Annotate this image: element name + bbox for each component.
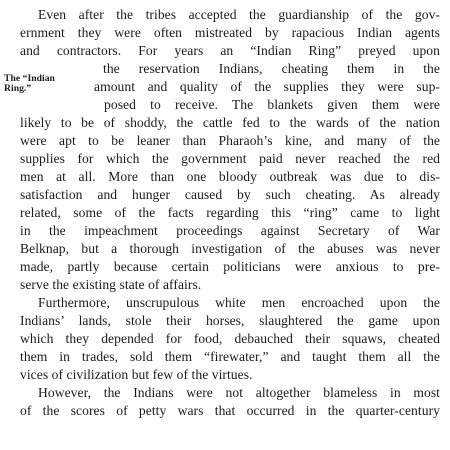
text-line-22: However, the Indians were not altogether blameless in most	[38, 385, 440, 400]
text-line-12: related, some of the facts regarding this “ring” came to light	[20, 205, 440, 220]
margin-note-line-1: The “Indian	[4, 73, 55, 84]
text-line-7: likely to be of shoddy, the cattle fed to the wards of the nation	[20, 115, 440, 130]
text-line-15: made, partly because certain politicians were anxious to pre-	[20, 259, 440, 274]
text-line-14: Belknap, but a thorough investigation of the abuses was never	[20, 241, 440, 256]
text-line-5: amount and quality of the supplies they were sup-	[94, 79, 440, 94]
text-line-9: supplies for which the government paid never reached the red	[20, 151, 440, 166]
text-line-8: were apt to be leaner than Pharaoh’s kine, and many of the	[20, 133, 440, 148]
text-line-21: vices of civilization but few of the virtues.	[20, 367, 253, 382]
text-line-2: ernment they were often mistreated by rapacious Indian agents	[20, 25, 440, 40]
text-line-1: Even after the tribes accepted the guardianship of the gov-	[38, 7, 440, 22]
text-line-11: satisfaction and hunger caused by such cheating. As already	[20, 187, 440, 202]
text-line-3: and contractors. For years an “Indian Ring” preyed upon	[20, 43, 440, 58]
text-line-4: the reservation Indians, cheating them in the	[103, 61, 440, 76]
text-line-23: of the scores of petty wars that occurred in the quarter-century	[20, 403, 440, 418]
text-line-10: men at all. More than one bloody outbreak was due to dis-	[20, 169, 440, 184]
text-line-17: Furthermore, unscrupulous white men encroached upon the	[38, 295, 440, 310]
text-line-20: them in trades, sold them “firewater,” and taught them all the	[20, 349, 440, 364]
text-line-16: serve the existing state of affairs.	[20, 277, 202, 292]
text-line-19: which they depended for food, debauched their squaws, cheated	[20, 331, 440, 346]
text-line-13: in the impeachment proceedings against Secretary of War	[20, 223, 440, 238]
margin-note-line-2: Ring.”	[4, 83, 32, 94]
text-line-18: Indians’ lands, stole their horses, slaughtered the game upon	[20, 313, 440, 328]
text-line-6: posed to receive. The blankets given them were	[104, 97, 440, 112]
margin-note	[4, 74, 55, 94]
